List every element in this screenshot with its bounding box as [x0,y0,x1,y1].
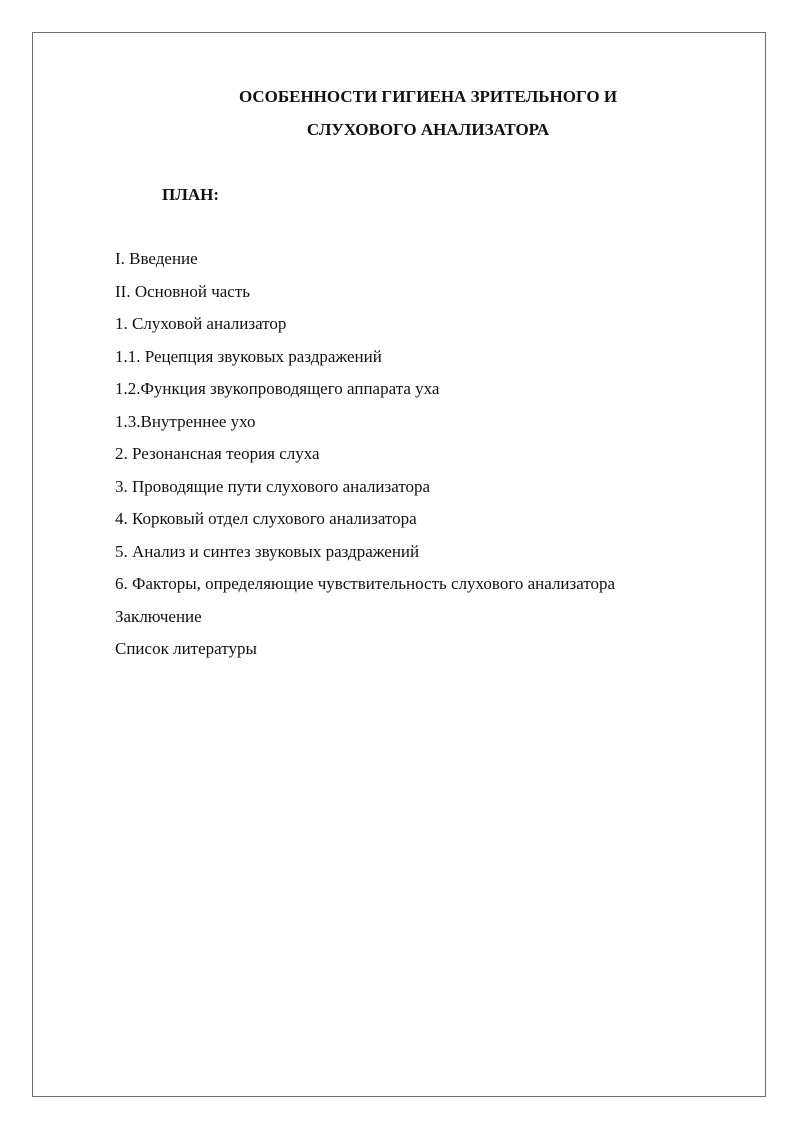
toc-item-introduction: I. Введение [115,249,198,268]
toc-item-inner-ear: 1.3.Внутреннее ухо [115,411,256,431]
toc-item-resonance-theory: 2. Резонансная теория слуха [115,444,320,463]
document-title-line-1: ОСОБЕННОСТИ ГИГИЕНА ЗРИТЕЛЬНОГО И [238,87,618,106]
toc-item-sound-reception: 1.1. Рецепция звуковых раздражений [115,346,382,366]
toc-item-sound-conducting-apparatus: 1.2.Функция звукопроводящего аппарата уха [115,379,440,398]
toc-item-main-part: II. Основной часть [115,281,251,301]
plan-heading: ПЛАН: [162,185,220,204]
toc-item-cortical-section: 4. Корковый отдел слухового анализатора [115,509,417,528]
toc-item-bibliography: Список литературы [115,639,257,658]
toc-item-conclusion: Заключение [115,606,202,626]
toc-item-conducting-pathways: 3. Проводящие пути слухового анализатора [115,476,431,496]
table-of-contents [115,249,615,672]
toc-item-auditory-analyzer: 1. Слуховой анализатор [115,314,287,333]
toc-item-sensitivity-factors: 6. Факторы, определяющие чувствительность слухового анализатора [115,574,616,593]
document-title-line-2: СЛУХОВОГО АНАЛИЗАТОРА [306,120,550,139]
toc-item-analysis-synthesis: 5. Анализ и синтез звуковых раздражений [115,541,420,561]
